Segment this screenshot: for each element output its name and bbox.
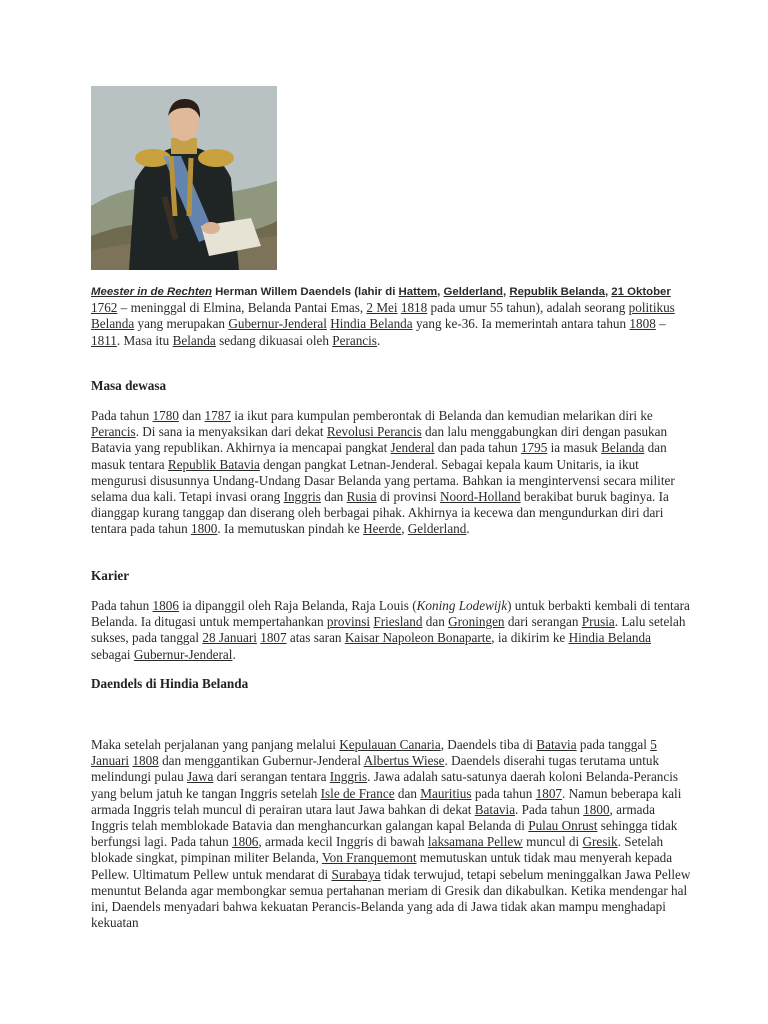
portrait-image [91, 86, 277, 270]
text: dan [394, 785, 421, 801]
text: , Daendels tiba di [440, 737, 537, 752]
link-perancis[interactable]: Perancis [332, 332, 377, 348]
text: . [232, 646, 236, 662]
text: dengan pangkat Letnan-Jenderal. Sebagai kepala kaum Unitaris, ia ikut mengurusi disusunnya Undang-Undang Dasar Belanda yang pertama. Bahkan ia mengintervensi secara militer selama dua kali. Tetapi invasi orang [91, 456, 675, 505]
text: dan [320, 489, 347, 505]
intro-text: pada umur 55 tahun), adalah seorang [427, 300, 629, 316]
link-gubernur-jenderal[interactable]: Gubernur-Jenderal [133, 646, 233, 662]
link-von-franquemont[interactable]: Von Franquemont [321, 850, 417, 866]
link-1807[interactable]: 1807 [535, 785, 562, 801]
intro-sep: , [437, 286, 444, 298]
text: , armada kecil Inggris di bawah [258, 834, 428, 850]
link-batavia[interactable]: Batavia [474, 801, 516, 817]
text: . Setelah blokade singkat, pimpinan militer Belanda, [91, 834, 664, 866]
intro-text: – meninggal di Elmina, Belanda Pantai Emas, [117, 300, 367, 316]
intro-text: . Masa itu [116, 332, 173, 348]
paragraph-masa-dewasa [91, 408, 691, 538]
link-noord-holland[interactable]: Noord-Holland [440, 489, 521, 505]
link-1762[interactable]: 1762 [91, 300, 118, 316]
text: di provinsi [376, 489, 440, 505]
text: Maka setelah perjalanan yang panjang melalui [91, 737, 340, 752]
text: . Daendels diserahi tugas terutama untuk melindungi pulau [91, 753, 660, 785]
link-belanda[interactable]: Belanda [601, 440, 645, 456]
koning-lodewijk-text: Koning Lodewijk [416, 598, 508, 613]
meester-link[interactable]: Meester in de Rechten [91, 286, 212, 298]
heading-masa-dewasa: Masa dewasa [91, 378, 167, 393]
link-1808[interactable]: 1808 [629, 316, 656, 332]
link-hindia-belanda[interactable]: Hindia Belanda [330, 316, 413, 332]
link-laksamana-pellew[interactable]: laksamana Pellew [427, 834, 523, 850]
link-gelderland[interactable]: Gelderland [407, 521, 467, 537]
intro-sep: , [503, 286, 510, 298]
link-1795[interactable]: 1795 [520, 440, 548, 456]
text: memutuskan untuk tidak mau menyerah kepada Pellew. Ultimatum Pellew untuk mendarat di [91, 850, 673, 882]
text: berakibat buruk baginya. Ia dianggap kurang tanggap dan diserang oleh berbagai pihak. Akhirnya ia kecewa dan mengundurkan diri dari tentara pada tahun [91, 489, 669, 537]
intro-text: Herman Willem Daendels (lahir di [211, 286, 399, 298]
link-inggris[interactable]: Inggris [329, 769, 368, 785]
text: . Pada tahun [515, 801, 584, 817]
text: atas saran [286, 630, 345, 646]
text: Pada tahun [91, 598, 153, 613]
text: dan pada tahun [434, 440, 521, 456]
link-1811[interactable]: 1811 [91, 332, 117, 348]
link-jenderal[interactable]: Jenderal [390, 440, 435, 456]
text: dari serangan [504, 614, 582, 630]
link-politikus[interactable]: politikus [628, 300, 675, 316]
link-prusia[interactable]: Prusia [581, 614, 615, 630]
text: dan lalu menggabungkan diri dengan pasukan Batavia yang republikan. Akhirnya ia mencapai pangkat [91, 424, 668, 456]
paragraph-daendels-hindia-belanda [91, 737, 691, 931]
intro-text: sedang dikuasai oleh [215, 332, 333, 348]
link-2-mei[interactable]: 2 Mei [366, 300, 398, 316]
paragraph-karier [91, 598, 691, 663]
link-revolusi-perancis[interactable]: Revolusi Perancis [326, 424, 422, 440]
link-1806[interactable]: 1806 [232, 834, 259, 850]
link-1787[interactable]: 1787 [204, 408, 231, 423]
heading-daendels-hindia-belanda: Daendels di Hindia Belanda [91, 676, 249, 691]
link-21-oktober[interactable]: 21 Oktober [611, 286, 671, 298]
intro-text: yang merupakan [134, 316, 229, 332]
text: sebagai [91, 646, 134, 662]
link-republik-belanda[interactable]: Republik Belanda [509, 286, 605, 298]
link-gubernur-jenderal[interactable]: Gubernur-Jenderal [228, 316, 327, 332]
intro-sep: . [376, 332, 381, 348]
text: dan [178, 408, 205, 423]
link-rusia[interactable]: Rusia [346, 489, 377, 505]
text: ) untuk berbakti kembali di tentara Belanda. Ia ditugasi untuk mempertahankan [91, 598, 690, 630]
link-republik-batavia[interactable]: Republik Batavia [167, 456, 260, 472]
text: Pada tahun [91, 408, 153, 423]
text: . Lalu setelah sukses, pada tanggal [91, 614, 686, 646]
text: dari serangan tentara [213, 769, 330, 785]
link-napoleon-bonaparte[interactable]: Kaisar Napoleon Bonaparte [344, 630, 492, 646]
text: sehingga tidak berfungsi lagi. Pada tahun [91, 818, 678, 850]
text: dan masuk tentara [91, 440, 667, 472]
link-albertus-wiese[interactable]: Albertus Wiese [363, 753, 445, 769]
link-1818[interactable]: 1818 [400, 300, 428, 316]
link-heerde[interactable]: Heerde [363, 521, 402, 537]
text: ia masuk [547, 440, 602, 456]
text: , [401, 521, 408, 537]
intro-text: yang ke-36. Ia memerintah antara tahun [412, 316, 630, 332]
intro-paragraph [91, 283, 691, 349]
text: ia ikut para kumpulan pemberontak di Belanda dan kemudian melarikan diri ke [230, 408, 653, 423]
text: , ia dikirim ke [491, 630, 569, 646]
link-1780[interactable]: 1780 [152, 408, 179, 423]
link-hattem[interactable]: Hattem [398, 286, 438, 298]
link-perancis[interactable]: Perancis [91, 424, 136, 440]
link-hindia-belanda[interactable]: Hindia Belanda [568, 630, 651, 646]
intro-sep: , [604, 286, 612, 298]
link-gresik[interactable]: Gresik [582, 834, 618, 850]
link-1800[interactable]: 1800 [583, 801, 610, 817]
link-surabaya[interactable]: Surabaya [331, 866, 381, 882]
text: ia dipanggil oleh Raja Belanda, Raja Louis ( [178, 598, 417, 613]
link-isle-de-france[interactable]: Isle de France [320, 785, 395, 801]
text: , armada Inggris telah memblokade Batavia dan menghancurkan galangan kapal Belanda di [91, 801, 655, 834]
link-1800[interactable]: 1800 [190, 521, 218, 537]
link-1808[interactable]: 1808 [132, 753, 159, 769]
text: . [466, 521, 470, 537]
text: tidak terwujud, tetapi sebelum meninggalkan Jawa Pellew menuntut Belanda agar membongkar semua pertahanan meriam di Gresik dan dikabulkan. Ketika mendengar hal ini, Daendels menyadari bahwa kekuatan Perancis-Belanda yang ada di Jawa tidak akan mampu menghadapi kekuatan [91, 866, 691, 931]
link-mauritius[interactable]: Mauritius [420, 785, 472, 801]
link-28-januari[interactable]: 28 Januari [202, 630, 257, 646]
text: . Di sana ia menyaksikan dari dekat [135, 424, 327, 440]
link-gelderland[interactable]: Gelderland [443, 286, 504, 298]
link-pulau-onrust[interactable]: Pulau Onrust [528, 818, 598, 834]
link-groningen[interactable]: Groningen [448, 614, 505, 630]
link-batavia[interactable]: Batavia [536, 737, 577, 752]
text: muncul di [522, 834, 583, 850]
text: pada tanggal [576, 737, 651, 752]
text: . Namun beberapa kali armada Inggris telah muncul di perairan utara laut Jawa bahkan di dekat [91, 785, 682, 817]
link-1806[interactable]: 1806 [152, 598, 179, 613]
text: dan menggantikan Gubernur-Jenderal [158, 753, 364, 769]
link-inggris[interactable]: Inggris [283, 489, 321, 505]
link-belanda[interactable]: Belanda [172, 332, 216, 348]
text: . Jawa adalah satu-satunya daerah koloni Belanda-Perancis yang belum jatuh ke tangan Inggris setelah [91, 769, 679, 801]
portrait-painting-icon [91, 86, 277, 270]
heading-karier: Karier [91, 568, 130, 583]
link-provinsi[interactable]: provinsi [326, 614, 371, 630]
text: pada tahun [471, 785, 536, 801]
text: dan [422, 614, 449, 630]
link-friesland[interactable]: Friesland [373, 614, 423, 630]
link-1807[interactable]: 1807 [260, 630, 287, 646]
link-5-januari[interactable]: 5 Januari [91, 737, 657, 769]
link-jawa[interactable]: Jawa [186, 769, 214, 785]
link-belanda[interactable]: Belanda [91, 316, 135, 332]
text: . Ia memutuskan pindah ke [217, 521, 364, 537]
link-kepulauan-canaria[interactable]: Kepulauan Canaria [339, 737, 441, 752]
intro-sep: – [655, 316, 666, 332]
